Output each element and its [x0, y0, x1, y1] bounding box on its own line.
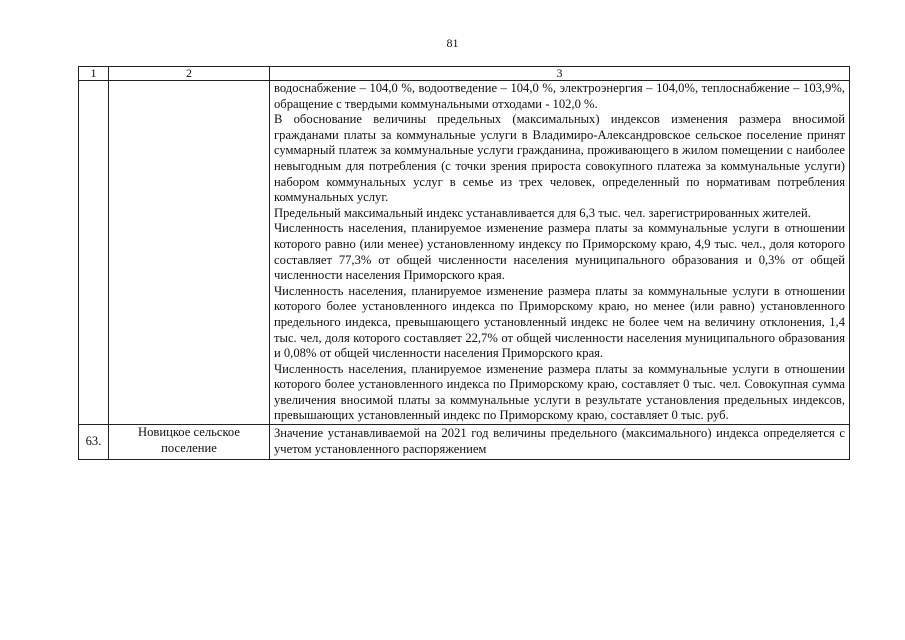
paragraph-tariff-indices: водоснабжение – 104,0 %, водоотведение – 104,0 %, электроэнергия – 104,0%, теплоснабжение – 103,9%, обращение с твердыми коммунальными отходами - 102,0 %.: [274, 81, 845, 111]
paragraph-population-above: Численность населения, планируемое изменение размера платы за коммунальные услуги в отношении которого более установленного индекса по Приморскому краю, составляет 0 тыс. чел. Совокупная сумма увеличения вносимой платы за коммунальные услуги в результате установления предельных индексов, превышающих установленный индекс по Приморскому краю, составляет 0 тыс. руб.: [274, 361, 845, 423]
paragraph-row63: Значение устанавливаемой на 2021 год величины предельного (максимального) индекса определяется с учетом установленного распоряжением: [274, 426, 845, 456]
settlement-name-cell: [109, 81, 270, 425]
table-header-row: [79, 67, 850, 81]
table-row-continued: [79, 81, 850, 425]
table-row-63: [79, 425, 850, 460]
paragraph-population-deviation: Численность населения, планируемое изменение размера платы за коммунальные услуги в отношении которого более установленного индекса по Приморскому краю, но менее (или равно) установленного предельного индекса, превышающего установленный индекс не более чем на величину отклонения, 1,4 тыс. чел, доля которого составляет 22,7% от общей численности населения муниципального образования и 0,08% от общей численности населения Приморского края.: [274, 283, 845, 361]
description-cell: [270, 81, 850, 425]
document-table: [78, 66, 850, 460]
header-cell-3: 3: [270, 67, 850, 81]
header-cell-2: 2: [109, 67, 270, 81]
paragraph-population-equal: Численность населения, планируемое изменение размера платы за коммунальные услуги в отношении которого равно (или менее) установленному индексу по Приморскому краю, 4,9 тыс. чел., доля которого составляет 77,3% от общей численности населения муниципального образования и 0,3% от общей численности населения Приморского края.: [274, 221, 845, 283]
page-number: 81: [446, 36, 459, 50]
settlement-name-cell: Новицкое сельское поселение: [109, 425, 270, 460]
row-number-cell: [79, 81, 109, 425]
paragraph-max-index: Предельный максимальный индекс устанавливается для 6,3 тыс. чел. зарегистрированных жителей.: [274, 205, 811, 220]
header-cell-1: 1: [79, 67, 109, 81]
paragraph-justification: В обоснование величины предельных (максимальных) индексов изменения размера вносимой гражданами платы за коммунальные услуги в Владимиро-Александровское сельское поселение принят суммарный платеж за коммунальные услуги гражданина, проживающего в жилом помещении с наиболее невыгодным для потребления (с точки зрения прироста совокупного платежа за коммунальные услуги) набором коммунальных услуг в семье из трех человек, определенный по нормативам потребления коммунальных услуг.: [274, 112, 845, 205]
row-number-cell: 63.: [79, 425, 109, 460]
description-cell: [270, 425, 850, 460]
